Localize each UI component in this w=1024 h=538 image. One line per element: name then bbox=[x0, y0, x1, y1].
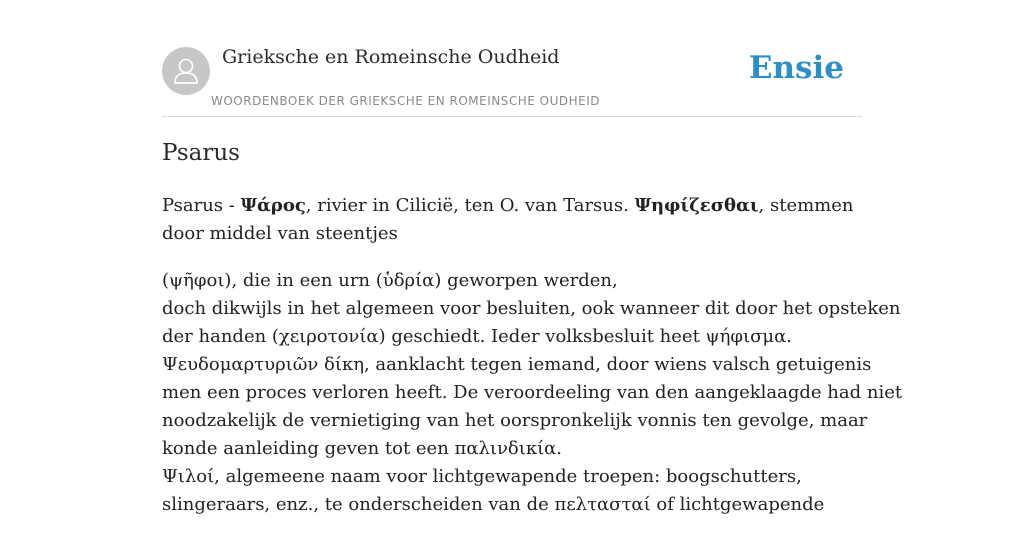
text-line: men een proces verloren heeft. De veroordeeling van den aangeklaagde had niet bbox=[162, 382, 903, 403]
source-avatar[interactable] bbox=[162, 47, 210, 95]
text-fragment: , stemmen bbox=[758, 195, 854, 216]
entry-paragraph-2 bbox=[162, 267, 903, 519]
user-icon bbox=[162, 47, 210, 95]
source-header bbox=[162, 44, 862, 117]
text-fragment: , rivier in Cilicië, ten O. van Tarsus. bbox=[305, 195, 635, 216]
text-line: slingeraars, enz., te onderscheiden van de πελτασταί of lichtgewapende bbox=[162, 494, 825, 515]
text-line: der handen (χειροτονία) geschiedt. Ieder volksbesluit heet ψήφισμα. bbox=[162, 326, 792, 347]
text-line: door middel van steentjes bbox=[162, 223, 398, 244]
separator: - bbox=[223, 195, 241, 216]
entry-title: Psarus bbox=[162, 140, 240, 166]
text-line: (ψῆφοι), die in een urn (ὑδρία) geworpen werden, bbox=[162, 270, 618, 291]
text-line: Ψιλοί, algemeene naam voor lichtgewapende troepen: boogschutters, bbox=[162, 466, 802, 487]
text-line: Ψευδομαρτυριῶν δίκη, aanklacht tegen iemand, door wiens valsch getuigenis bbox=[162, 354, 872, 375]
source-subtitle: WOORDENBOEK DER GRIEKSCHE EN ROMEINSCHE OUDHEID bbox=[211, 94, 601, 108]
entry-paragraph-1 bbox=[162, 192, 862, 248]
greek-term: Ψάρος bbox=[240, 195, 306, 216]
greek-term: Ψηφίζεσθαι bbox=[634, 195, 759, 216]
source-title[interactable]: Grieksche en Romeinsche Oudheid bbox=[222, 46, 560, 68]
text-line: noodzakelijk de vernietiging van het oorspronkelijk vonnis ten gevolge, maar bbox=[162, 410, 868, 431]
entry-body bbox=[162, 192, 903, 538]
text-line: konde aanleiding geven tot een παλινδικία. bbox=[162, 438, 562, 459]
brand-logo[interactable]: Ensie bbox=[748, 50, 844, 86]
text-line bbox=[162, 192, 862, 220]
text-line: doch dikwijls in het algemeen voor besluiten, ook wanneer dit door het opsteken bbox=[162, 298, 901, 319]
entry-term: Psarus bbox=[162, 195, 224, 216]
